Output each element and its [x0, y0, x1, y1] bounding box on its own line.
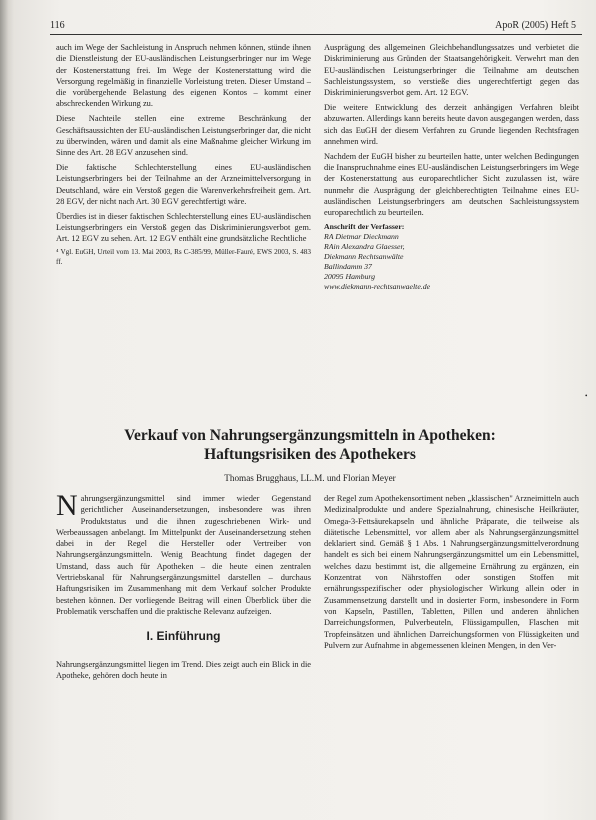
paragraph: Überdies ist in dieser faktischen Schlechterstellung eines EU-ausländischen Leistungserbringers ein Verstoß gegen das Diskriminierungsverbot gem. Art. 12 EGV zu sehen. Art. 12 EGV enthält eine grundsätzliche Rechtliche: [56, 211, 311, 244]
footnote: ⁴ Vgl. EuGH, Urteil vom 13. Mai 2003, Rs C-385/99, Müller-Fauré, EWS 2003, S. 483 ff.: [56, 248, 311, 266]
paragraph: Die faktische Schlechterstellung eines EU-ausländischen Leistungserbringers bei der Teilnahme an der Arzneimittelversorgung in Deutschland, wäre ein Verstoß gegen die Warenverkehrsfreiheit gem. Art. 28 EGV, der nicht nach Art. 30 EGV gerechtfertigt wäre.: [56, 162, 311, 206]
paragraph: Diese Nachteile stellen eine extreme Beschränkung der Geschäftsaussichten der EU-ausländischen Leistungserbringer dar, die nicht zu überwinden, wären und damit als eine Maßnahme gleicher Wirkung im Sinne des Art. 28 EGV anzusehen sind.: [56, 114, 311, 158]
bullet-mark: •: [585, 392, 588, 400]
address-line: RA Dietmar Dieckmann: [324, 232, 399, 242]
paragraph: auch im Wege der Sachleistung in Anspruch nehmen können, stünde ihnen die Dienstleistung der EU-ausländischen Leistungserbringer nur im Wege der Kostenerstattung frei. Im Wege der Kostenerstattung wird die Versorgung regelmäßig in finanzielle Vorleistung treten. Dieser Umstand – die vorübergehende Belastung des eigenen Kontos – kommt einer abschreckenden Wirkung zu.: [56, 43, 311, 109]
top-right-column: [324, 42, 579, 292]
paragraph: Die weitere Entwicklung des derzeit anhängigen Verfahren bleibt abzuwarten. Allerdings kann bereits heute davon ausgegangen werden, dass sich das EuGH der diesem Verfahren zu Grunde liegenden Rechtsfragen annehmen wird.: [324, 102, 579, 146]
article-right-column: [324, 493, 579, 655]
website-link[interactable]: www.diekmann-rechtsanwaelte.de: [324, 282, 431, 292]
paragraph: Nachdem der EuGH bisher zu beurteilen hatte, unter welchen Bedingungen die Inanspruchnahme eines EU-ausländischen Leistungserbringers im Wege der Kostenerstattung aus europarechtlicher Sicht zuzulassen ist, wäre nunmehr die Ausprägung der gleichberechtigten Teilnahme eines EU-ausländischen Leistungserbringers am deutschen Sachleistungssystem europarechtlich zu beurteilen.: [324, 151, 579, 218]
dropcap: N: [56, 489, 78, 522]
article-title: [70, 426, 550, 464]
paragraph: der Regel zum Apothekensortiment neben „klassischen" Arzneimitteln auch Medizinalprodukte und andere Spezialnahrung, chinesische Heilkräuter, Omega-3-Fettsäurekapseln und ähnliche Präparate, die teilweise als diätetische Lebensmittel, vor allem aber als Nahrungsergänzungsmittel deklariert sind. Gemäß § 1 Abs. 1 Nahrungsergänzungsmittelverordnung handelt es sich bei einem Nahrungsergänzungsmittel um ein Lebensmittel, welches dazu bestimmt ist, die allgemeine Ernährung zu ergänzen, ein Konzentrat von Nährstoffen oder sonstigen Stoffen mit ernährungsspezifischer oder physiologischer Wirkung allein oder in Zusammensetzung darstellt und in dosierter Form, insbesondere in Form von Kapseln, Pastillen, Tabletten, Pillen und anderen ähnlichen Darreichungsformen, Pulverbeuteln, Flüssigampullen, Flaschen mit Tropfeinsätzen und ähnlichen Darreichungsformen von Flüssigkeiten und Pulvern zur Aufnahme in abgemessenen kleinen Mengen, in den Ver-: [324, 494, 579, 650]
header-rule: [50, 34, 582, 35]
journal-reference: ApoR (2005) Heft 5: [495, 20, 576, 31]
intro-text: ahrungsergänzungsmittel sind immer wieder Gegenstand gerichtlicher Auseinandersetzungen, insbesondere was ihren Produktstatus und die ihnen zugeschriebenen Wirk- und Werbeaussagen anbelangt. Im Mittelpunkt der Auseinandersetzung stehen dabei in der Regel die Hersteller oder Vertreiber von Nahrungsergänzungsmitteln. Wenig Beachtung findet dagegen der Umstand, dass auch für Apotheken – die heute einen zentralen Vertriebskanal für Nahrungsergänzungsmittel darstellen – durchaus Haftungsrisiken im Zusammenhang mit dem Verkauf solcher Produkte bestehen können. Der vorliegende Beitrag will einen Überblick über die Problematik verschaffen und die praktische Relevanz aufzeigen.: [56, 494, 311, 616]
address-label: Anschrift der Verfasser:: [324, 222, 405, 232]
address-line: Ballindamm 37: [324, 262, 372, 272]
address-line: Diekmann Rechtsanwälte: [324, 252, 404, 262]
top-left-column: [56, 42, 311, 267]
address-line: RAin Alexandra Glaesser,: [324, 242, 405, 252]
binding-shadow: [0, 0, 14, 820]
title-line: Haftungsrisiken des Apothekers: [204, 446, 416, 463]
title-line: Verkauf von Nahrungsergänzungsmitteln in Apotheken:: [124, 427, 496, 444]
paragraph: Ausprägung des allgemeinen Gleichbehandlungssatzes und verbietet die Diskriminierung aus Gründen der Staatsangehörigkeit. Verwehrt man den EU-ausländischen Leistungserbringer die Teilnahme am deutschen Sachleistungssystem, so verstieße dies ungerechtfertigt gegen das Diskriminierungsverbot gem. Art. 12 EGV.: [324, 43, 579, 98]
article-authors: Thomas Brugghaus, LL.M. und Florian Meyer: [224, 473, 396, 483]
article-left-column: [56, 489, 311, 685]
address-line: 20095 Hamburg: [324, 272, 376, 282]
paragraph: Nahrungsergänzungsmittel liegen im Trend. Dies zeigt auch ein Blick in die Apotheke, gehören doch heute in: [56, 659, 311, 680]
intro-paragraph: [56, 489, 311, 617]
page-number: 116: [50, 20, 65, 31]
author-address: [324, 222, 579, 292]
running-header: [50, 20, 576, 34]
section-heading: I. Einführung: [146, 629, 221, 644]
